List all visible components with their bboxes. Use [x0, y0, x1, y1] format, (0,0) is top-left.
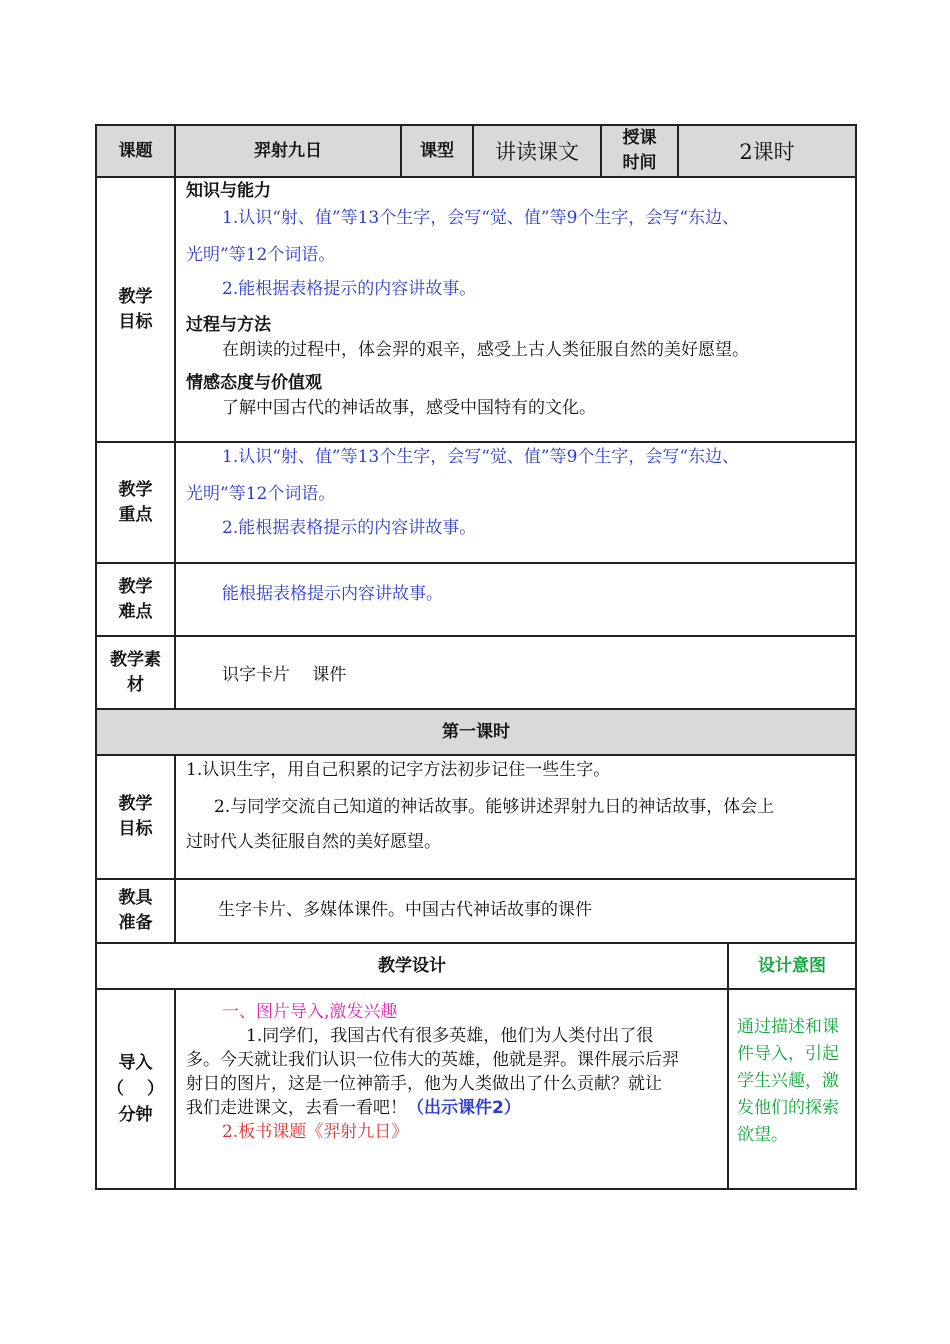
process-text: 在朗读的过程中，体会羿的艰辛，感受上古人类征服自然的美好愿望。 — [222, 340, 749, 360]
objectives-label: 教学目标 — [96, 177, 175, 442]
tools-row — [96, 879, 856, 943]
materials-row — [96, 636, 856, 709]
intro-content — [175, 989, 728, 1189]
materials-content — [175, 636, 856, 709]
key-point-1b: 光明”等12个词语。 — [186, 484, 336, 504]
intro-label: 导入 （ ） 分钟 — [96, 989, 175, 1189]
time-label: 授课时间 — [601, 125, 678, 177]
step1-line-2: 多。今天就让我们认识一位伟大的英雄，他就是羿。课件展示后羿 — [186, 1050, 679, 1070]
type-label: 课型 — [401, 125, 473, 177]
lesson1-objectives-label: 教学目标 — [96, 755, 175, 879]
tools-content — [175, 879, 856, 943]
step1-line-3: 射日的图片，这是一位神箭手，他为人类做出了什么贡献？就让 — [186, 1074, 662, 1094]
knowledge-heading: 知识与能力 — [186, 181, 271, 201]
knowledge-item-1a: 1.认识“射、值”等13个生字，会写“觉、值”等9个生字，会写“东边、 — [222, 208, 740, 228]
step1-line-1: 1.同学们，我国古代有很多英雄，他们为人类付出了很 — [246, 1026, 654, 1046]
topic-value: 羿射九日 — [175, 125, 401, 177]
step1-line-4: 我们走进课文，去看一看吧！（出示课件2） — [186, 1098, 521, 1118]
tools-text: 生字卡片、多媒体课件。中国古代神话故事的课件 — [218, 899, 592, 920]
key-points-label: 教学重点 — [96, 442, 175, 563]
intent-title: 设计意图 — [728, 943, 856, 989]
key-points-row — [96, 442, 856, 563]
intent-content — [728, 989, 856, 1189]
process-heading: 过程与方法 — [186, 315, 271, 335]
materials-label: 教学素材 — [96, 636, 175, 709]
header-row — [96, 125, 856, 177]
intent-text: 通过描述和课件导入，引起学生兴趣，激发他们的探索欲望。 — [737, 1017, 839, 1145]
step2: 2.板书课题《羿射九日》 — [222, 1122, 409, 1142]
lesson1-objective-1: 1.认识生字，用自己积累的记字方法初步记住一些生字。 — [186, 760, 611, 780]
step1-heading: 一、图片导入,激发兴趣 — [222, 1002, 398, 1022]
objectives-row — [96, 177, 856, 442]
difficulties-label: 教学难点 — [96, 563, 175, 636]
materials-text: 识字卡片 课件 — [222, 665, 347, 685]
lesson1-objective-2a: 2.与同学交流自己知道的神话故事。能够讲述羿射九日的神话故事，体会上 — [214, 797, 775, 817]
difficulties-row — [96, 563, 856, 636]
key-point-1a: 1.认识“射、值”等13个生字，会写“觉、值”等9个生字，会写“东边、 — [222, 447, 740, 467]
lesson1-objectives-content — [175, 755, 856, 879]
knowledge-item-1b: 光明”等12个词语。 — [186, 245, 336, 265]
emotion-text: 了解中国古代的神话故事，感受中国特有的文化。 — [222, 398, 596, 418]
design-title: 教学设计 — [96, 943, 728, 989]
objectives-content — [175, 177, 856, 442]
type-value: 讲读课文 — [473, 125, 601, 177]
intro-row — [96, 989, 856, 1189]
design-header-row — [96, 943, 856, 989]
tools-label: 教具准备 — [96, 879, 175, 943]
difficulties-text: 能根据表格提示内容讲故事。 — [222, 584, 443, 604]
knowledge-item-2: 2.能根据表格提示的内容讲故事。 — [222, 279, 477, 299]
difficulties-content — [175, 563, 856, 636]
topic-label: 课题 — [96, 125, 175, 177]
courseware-note: （出示课件2） — [407, 1098, 521, 1118]
lesson1-title: 第一课时 — [96, 709, 856, 755]
lesson-plan-table — [95, 124, 857, 1190]
key-point-2: 2.能根据表格提示的内容讲故事。 — [222, 518, 477, 538]
emotion-heading: 情感态度与价值观 — [186, 373, 322, 393]
lesson1-objective-2b: 过时代人类征服自然的美好愿望。 — [186, 832, 441, 852]
lesson1-objectives-row — [96, 755, 856, 879]
time-value: 2课时 — [678, 125, 856, 177]
lesson1-title-row — [96, 709, 856, 755]
key-points-content — [175, 442, 856, 563]
